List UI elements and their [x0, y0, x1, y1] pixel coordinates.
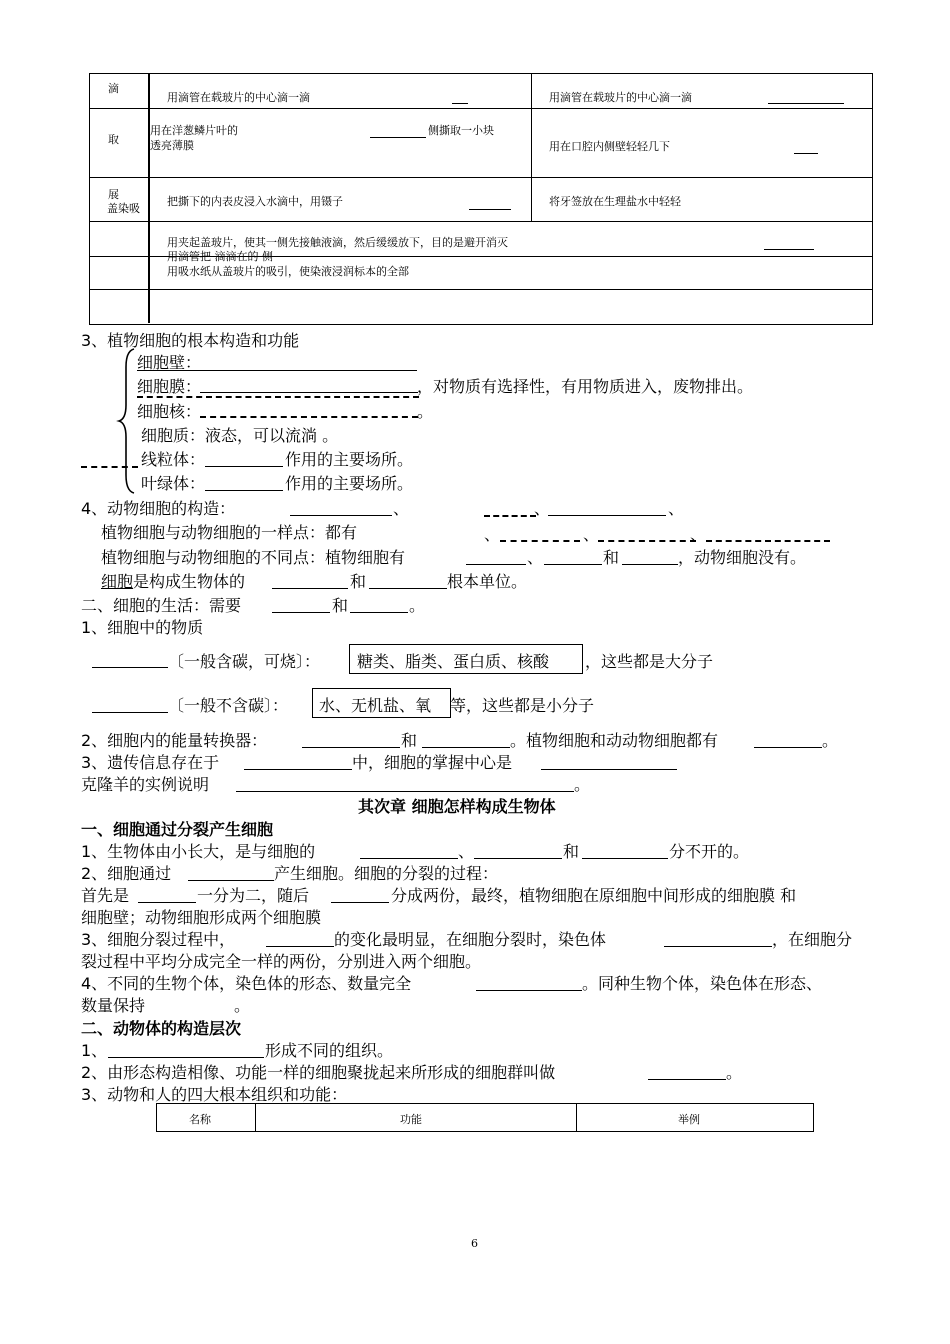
mitochondria-label: 线粒体： [141, 450, 206, 469]
blank[interactable] [331, 902, 389, 903]
blank[interactable] [370, 137, 426, 138]
blank[interactable] [81, 466, 138, 468]
brace-icon [116, 347, 138, 495]
take-cheek-text: 用在口腔内侧壁轻轻几下 [549, 140, 670, 153]
nucleus-label: 细胞核： [137, 402, 202, 421]
row-label-spread: 展 [108, 188, 119, 201]
chapter-title: 其次章 细胞怎样构成生物体 [358, 797, 556, 816]
blank[interactable] [350, 612, 408, 613]
blank[interactable] [200, 392, 418, 393]
period: 。 [234, 996, 251, 1015]
and-text: 和 [603, 548, 620, 567]
plant-cell-heading: 3、植物细胞的根本构造和功能 [81, 331, 300, 350]
cover-text: 用夹起盖玻片，使其一侧先接触液滴，然后缓缓放下，目的是避开消灭 [167, 236, 508, 249]
process-text: 首先是 [81, 886, 130, 905]
division-text-2: 产生细胞。细胞的分裂的过程： [274, 864, 499, 883]
division-text: 2、细胞通过 [81, 864, 172, 883]
table-divider-h1 [89, 108, 873, 109]
cell-unit-word: 细胞 [101, 572, 134, 591]
period: 。 [822, 731, 839, 750]
blank[interactable] [302, 747, 400, 748]
blank[interactable] [754, 747, 822, 748]
species-text-2: 。同种生物个体，染色体在形态、 [582, 974, 823, 993]
row-label-take: 取 [108, 133, 119, 146]
blank[interactable] [108, 1057, 264, 1058]
process-text-4: 细胞壁；动物细胞形成两个细胞膜 [81, 908, 322, 927]
inorganic-note: 〔一般不含碳〕： [168, 696, 289, 715]
blank[interactable] [664, 946, 772, 947]
chromosome-text-4: 裂过程中平均分成完全一样的两份，分别进入两个细胞。 [81, 952, 482, 971]
difference-tail: ，动物细胞没有。 [678, 548, 807, 567]
and-text: 和 [401, 731, 418, 750]
process-text-3: 分成两份，最终，植物细胞在原细胞中间形成的细胞膜 和 [391, 886, 797, 905]
growth-text: 1、生物体由小长大，是与细胞的 [81, 842, 316, 861]
similarity-text: 植物细胞与动物细胞的一样点：都有 [101, 523, 358, 542]
organic-items: 糖类、脂类、蛋白质、核酸 [357, 652, 550, 671]
blank[interactable] [476, 990, 582, 991]
blank[interactable] [272, 612, 330, 613]
blank[interactable] [138, 902, 196, 903]
cell-unit-text: 是构成生物体的 [133, 572, 246, 591]
table-divider-v1 [148, 73, 150, 323]
blank[interactable] [205, 490, 283, 491]
blank[interactable] [188, 880, 274, 881]
blank[interactable] [92, 712, 168, 713]
energy-converter-text: 2、细胞内的能量转换器： [81, 731, 268, 750]
take-onion-text: 用在洋葱鳞片叶的 [150, 124, 238, 137]
spread-cheek-text: 将牙签放在生理盐水中轻轻 [549, 195, 681, 208]
cell-matter-heading: 1、细胞中的物质 [81, 618, 204, 637]
stain-text: 用滴管把 滴滴在的 侧 [167, 250, 273, 263]
inorganic-items: 水、无机盐、氧 [319, 696, 432, 715]
separator: 、 [393, 499, 410, 518]
process-text-2: 一分为二，随后 [197, 886, 310, 905]
tissue-table-header-function: 功能 [400, 1113, 422, 1126]
tissue-text-2: 形成不同的组织。 [265, 1041, 394, 1060]
clone-sheep-text: 克隆羊的实例说明 [81, 775, 210, 794]
separator: 、 [690, 525, 707, 544]
drop-cheek-text: 用滴管在载玻片的中心滴一滴 [549, 91, 692, 104]
table-divider-v2 [531, 73, 532, 221]
chloroplast-label: 叶绿体： [141, 474, 206, 493]
page-number: 6 [471, 1237, 478, 1250]
and-text: 和 [350, 572, 367, 591]
table-divider-h2 [89, 177, 873, 178]
period: 。 [726, 1063, 743, 1082]
separator: 、 [484, 525, 501, 544]
blank[interactable] [469, 209, 511, 210]
tissue-table-header-name: 名称 [189, 1113, 211, 1126]
drop-onion-text: 用滴管在载玻片的中心滴一滴 [167, 91, 310, 104]
separator: 、 [668, 499, 685, 518]
blank[interactable] [582, 858, 668, 859]
animal-cell-structure: 4、动物细胞的构造： [81, 499, 236, 518]
separator: 、 [583, 525, 600, 544]
blank[interactable] [200, 416, 418, 418]
difference-text: 植物细胞与动物细胞的不同点：植物细胞有 [101, 548, 406, 567]
blank[interactable] [484, 515, 536, 517]
blank[interactable] [205, 466, 283, 467]
blank[interactable] [137, 370, 417, 371]
separator: 、 [527, 548, 544, 567]
section-cell-division: 一、细胞通过分裂产生细胞 [81, 820, 274, 839]
absorb-text: 用吸水纸从盖玻片的吸引，使染液浸润标本的全部 [167, 265, 409, 278]
cell-membrane-function: ，对物质有选择性，有用物质进入，废物排出。 [417, 377, 754, 396]
blank[interactable] [794, 153, 818, 154]
blank[interactable] [622, 564, 678, 565]
inorganic-tail: 等，这些都是小分子 [450, 696, 595, 715]
four-tissues-heading: 3、动物和人的四大根本组织和功能： [81, 1085, 348, 1104]
blank[interactable] [244, 769, 352, 770]
blank[interactable] [466, 564, 526, 565]
blank[interactable] [544, 564, 602, 565]
row-label-drop: 滴 [108, 82, 119, 95]
blank[interactable] [706, 540, 830, 542]
chromosome-text: 3、细胞分裂过程中， [81, 930, 236, 949]
tissue-table-header-example: 举例 [678, 1113, 700, 1126]
energy-tail: 。植物细胞和动动物细胞都有 [510, 731, 719, 750]
cell-wall-label: 细胞壁： [137, 353, 202, 372]
organic-tail: ，这些都是大分子 [585, 652, 714, 671]
blank[interactable] [648, 1079, 726, 1080]
blank[interactable] [541, 769, 677, 770]
species-text: 4、不同的生物个体，染色体的形态、数量完全 [81, 974, 412, 993]
genetic-info-text-2: 中，细胞的掌握中心是 [352, 753, 513, 772]
and-text: 和 [332, 596, 349, 615]
cell-life-heading: 二、细胞的生活：需要 [81, 596, 242, 615]
blank[interactable] [369, 588, 447, 589]
blank[interactable] [360, 858, 458, 859]
blank[interactable] [266, 946, 334, 947]
tissue-definition: 2、由形态构造相像、功能一样的细胞聚拢起来所形成的细胞群叫做 [81, 1063, 556, 1082]
chromosome-text-2: 的变化最明显，在细胞分裂时，染色体 [334, 930, 607, 949]
blank[interactable] [548, 515, 666, 516]
species-text-3: 数量保持 [81, 996, 146, 1015]
growth-tail: 分不开的。 [669, 842, 750, 861]
take-onion-text-2: 侧撕取一小块 [428, 124, 494, 137]
tissue-text: 1、 [81, 1041, 108, 1060]
blank[interactable] [236, 791, 574, 792]
separator: 、 [534, 499, 551, 518]
cytoplasm-text: 细胞质：液态，可以流淌 。 [141, 426, 339, 445]
blank[interactable] [764, 249, 814, 250]
separator: 、 [458, 842, 475, 861]
blank[interactable] [272, 588, 348, 589]
mitochondria-function: 作用的主要场所。 [285, 450, 414, 469]
row-label-cover-stain-absorb: 盖染吸 [107, 202, 140, 215]
nucleus-end: 。 [417, 402, 434, 421]
cell-membrane-label: 细胞膜： [137, 377, 202, 396]
blank[interactable] [474, 858, 562, 859]
cell-unit-tail: 根本单位。 [447, 572, 528, 591]
blank[interactable] [768, 103, 844, 104]
blank[interactable] [452, 103, 468, 104]
chromosome-text-3: ，在细胞分 [772, 930, 853, 949]
blank[interactable] [92, 667, 168, 668]
blank[interactable] [422, 747, 510, 748]
blank[interactable] [290, 515, 392, 516]
organic-note: 〔一般含碳，可烧〕： [168, 652, 321, 671]
chloroplast-function: 作用的主要场所。 [285, 474, 414, 493]
blank[interactable] [137, 396, 419, 398]
blank[interactable] [598, 540, 696, 542]
table-divider-h3 [89, 221, 873, 222]
period: 。 [409, 596, 426, 615]
spread-onion-text: 把撕下的内表皮浸入水滴中，用镊子 [167, 195, 343, 208]
and-text: 和 [563, 842, 580, 861]
blank[interactable] [500, 540, 580, 542]
table-divider-h5 [89, 289, 873, 290]
tissue-table-divider [255, 1103, 256, 1131]
section-animal-structure: 二、动物体的构造层次 [81, 1019, 242, 1038]
tissue-table-divider [576, 1103, 577, 1131]
take-onion-text-3: 透亮薄膜 [150, 139, 194, 152]
period: 。 [574, 775, 591, 794]
genetic-info-text: 3、遗传信息存在于 [81, 753, 220, 772]
